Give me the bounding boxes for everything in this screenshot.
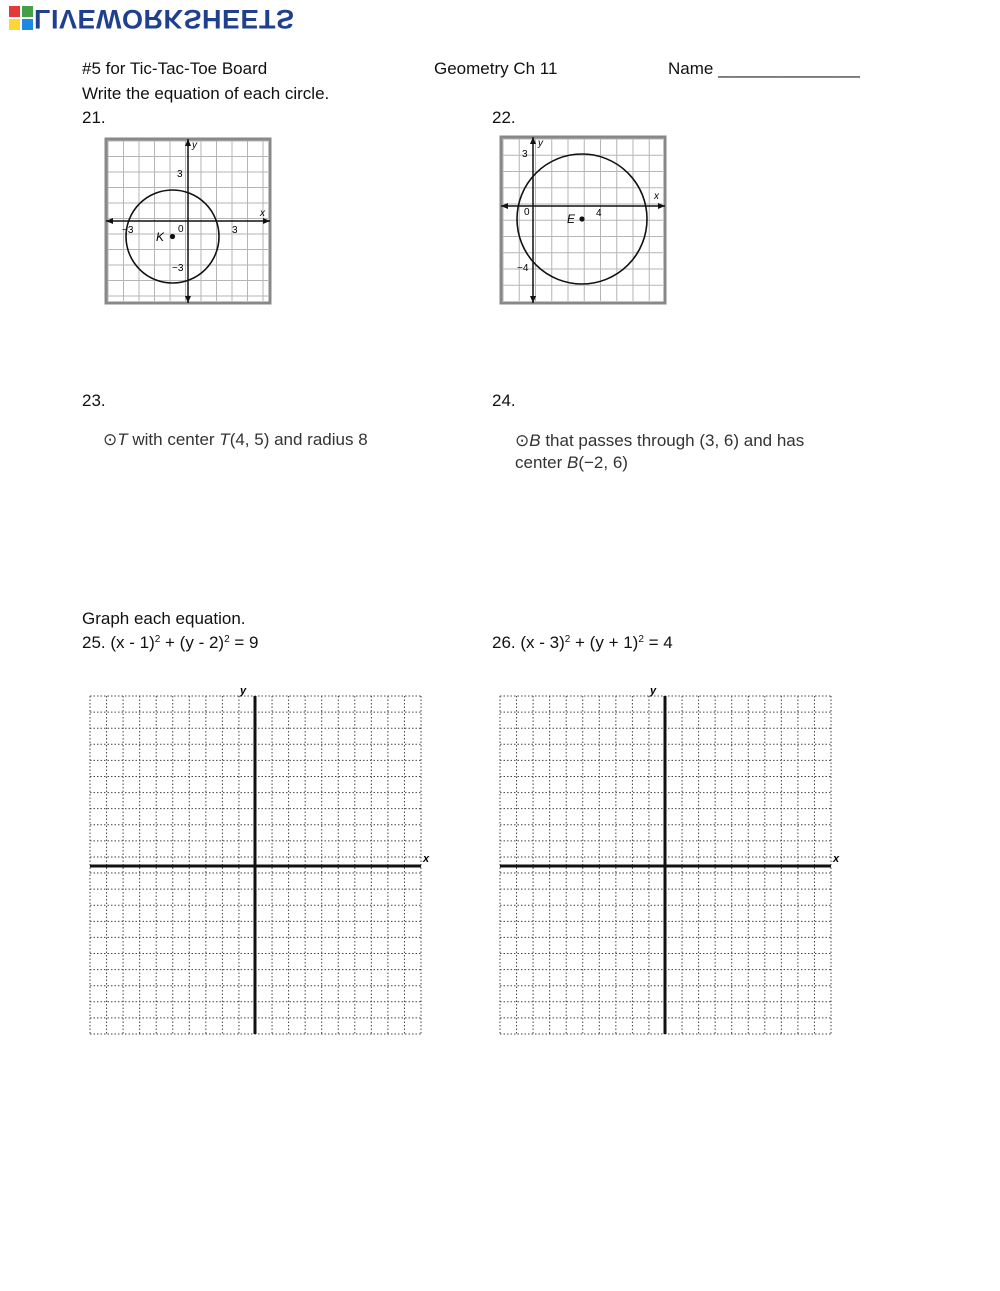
x-axis-label: x [260,208,265,219]
eq26-exp1: 2 [564,634,571,645]
header-course: Geometry Ch 11 [434,59,558,78]
logo-text: LIVEWORKSHEETS [34,3,295,34]
y-axis-label: y [650,685,657,697]
problem-23-text-a: with center [127,430,220,449]
eq25-suffix: = 9 [229,633,259,652]
problem-22-number: 22. [492,108,516,127]
problem-23-number: 23. [82,391,106,410]
center-label-e: E [567,212,576,226]
center-point-name: B [566,453,579,472]
instructions-write: Write the equation of each circle. [82,84,330,103]
eq25-mid: + (y - 2) [160,633,225,652]
circle-symbol: ⊙ [103,430,118,449]
problem-26-blank-grid[interactable] [490,682,850,1042]
origin-label: 0 [178,224,184,235]
problem-24-line1-text: that passes through (3, 6) and has [540,431,805,450]
center-point-e [579,216,584,221]
logo-blocks-icon [8,5,34,31]
problem-24-number: 24. [492,391,516,410]
tick-label-y-pos: 3 [522,149,528,160]
x-axis-label: x [654,191,659,202]
tick-label-x-neg: −3 [122,225,134,236]
problem-24-line2 [515,452,804,474]
problem-24-text [515,430,804,474]
problem-23-text [103,430,368,450]
origin-label: 0 [524,207,530,218]
circle-name: B [529,431,541,450]
header-left: #5 for Tic-Tac-Toe Board [82,59,268,78]
center-point-name: T [219,430,230,449]
center-label-k: K [156,230,165,244]
x-axis-label: x [423,853,430,865]
problem-21-number: 21. [82,108,106,127]
eq26-prefix: 26. (x - 3) [492,633,565,652]
tick-label-x-pos: 3 [232,225,238,236]
problem-25-blank-grid[interactable] [80,682,440,1042]
eq25-exp1: 2 [154,634,161,645]
problem-24-line2-a: center [515,453,567,472]
x-axis-label: x [833,853,840,865]
problem-24-line2-b: (−2, 6) [578,453,628,472]
problem-22-graph [499,135,667,305]
eq26-suffix: = 4 [643,633,673,652]
problem-21-graph [104,137,272,305]
problem-24-line1 [515,430,804,452]
eq25-prefix: 25. (x - 1) [82,633,155,652]
tick-label-y-neg: −3 [172,263,184,274]
y-axis-label: y [538,138,543,149]
tick-label-y-neg: −4 [517,263,529,274]
eq25-exp2: 2 [224,634,230,645]
problem-26-equation [492,633,673,653]
circle-name: T [117,430,128,449]
instructions-graph: Graph each equation. [82,609,246,628]
center-point-k [170,234,175,239]
tick-label-y-pos: 3 [177,169,183,180]
tick-label-x-pos: 4 [596,208,602,219]
eq26-exp2: 2 [638,634,644,645]
problem-23-text-b: (4, 5) and radius 8 [229,430,368,449]
y-axis-label: y [192,140,197,151]
problem-25-equation [82,633,258,653]
liveworksheets-logo [8,2,295,34]
eq26-mid: + (y + 1) [570,633,639,652]
name-field[interactable]: Name _______________ [668,59,860,78]
circle-symbol: ⊙ [515,431,530,450]
y-axis-label: y [240,685,247,697]
